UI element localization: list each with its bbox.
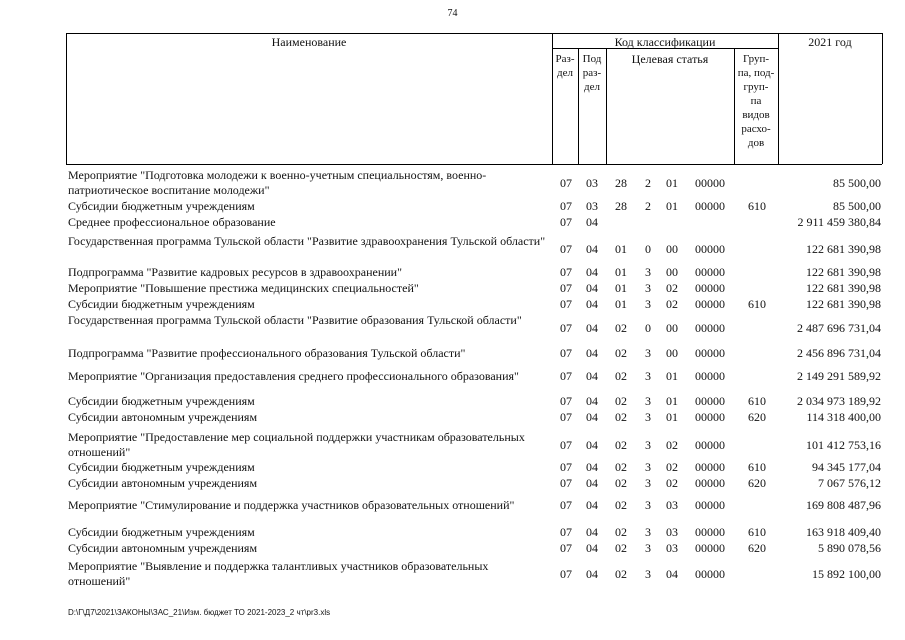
cell-cs4: 00000 — [695, 265, 725, 279]
column-header-expense-group — [734, 52, 778, 150]
table-row — [0, 430, 905, 460]
cell-cs4: 00000 — [695, 498, 725, 512]
cell-cs2: 0 — [645, 321, 651, 335]
table-row — [0, 346, 905, 361]
cell-podrazdel: 04 — [586, 215, 598, 229]
cell-cs1: 02 — [615, 438, 627, 452]
cell-podrazdel: 04 — [586, 265, 598, 279]
group-label-line: па, под- — [737, 67, 775, 79]
cell-amount: 101 412 753,16 — [806, 438, 881, 452]
cell-razdel: 07 — [560, 567, 572, 581]
cell-razdel: 07 — [560, 541, 572, 555]
cell-cs1: 02 — [615, 369, 627, 383]
row-name: Мероприятие "Предоставление мер социальной поддержки участникам образовательных отношений" — [68, 430, 525, 459]
cell-vr: 620 — [748, 410, 766, 424]
row-name: Субсидии бюджетным учреждениям — [68, 460, 255, 474]
cell-cs2: 3 — [645, 438, 651, 452]
row-name: Мероприятие "Организация предоставления среднего профессионального образования" — [68, 369, 519, 383]
cell-razdel: 07 — [560, 176, 572, 190]
classification-right-border — [778, 33, 779, 164]
group-label-line: расхо- — [741, 123, 771, 135]
cell-razdel: 07 — [560, 297, 572, 311]
cell-cs4: 00000 — [695, 476, 725, 490]
cell-cs2: 3 — [645, 369, 651, 383]
cell-cs3: 00 — [666, 346, 678, 360]
row-name: Государственная программа Тульской области "Развитие здравоохранения Тульской области" — [68, 234, 546, 248]
cell-vr: 610 — [748, 460, 766, 474]
cell-cs1: 28 — [615, 199, 627, 213]
cell-cs1: 02 — [615, 410, 627, 424]
cell-cs3: 00 — [666, 242, 678, 256]
cell-cs1: 02 — [615, 346, 627, 360]
row-name: Подпрограмма "Развитие профессионального образования Тульской области" — [68, 346, 466, 360]
section-label-line: Раз- — [555, 53, 575, 65]
cell-cs2: 3 — [645, 281, 651, 295]
table-row — [0, 281, 905, 296]
subsection-label-line: Под — [582, 53, 602, 65]
cell-cs3: 02 — [666, 297, 678, 311]
cell-cs3: 01 — [666, 199, 678, 213]
cell-vr: 610 — [748, 297, 766, 311]
header-left-border — [66, 33, 67, 164]
cell-amount: 122 681 390,98 — [806, 297, 881, 311]
cell-cs3: 02 — [666, 476, 678, 490]
table-row — [0, 394, 905, 409]
cell-podrazdel: 04 — [586, 410, 598, 424]
file-path-footer: D:\Г\Д7\2021\ЗАКОНЫ\ЗАС_21\Изм. бюджет ТО 2021-2023_2 чт\pr3.xls — [68, 608, 331, 617]
cell-cs4: 00000 — [695, 321, 725, 335]
group-label-line: видов — [742, 109, 770, 121]
cell-amount: 122 681 390,98 — [806, 281, 881, 295]
row-name: Субсидии бюджетным учреждениям — [68, 297, 255, 311]
cell-cs2: 0 — [645, 242, 651, 256]
row-name: Мероприятие "Стимулирование и поддержка участников образовательных отношений" — [68, 498, 515, 512]
page-number: 74 — [447, 8, 458, 19]
table-row — [0, 168, 905, 198]
cell-cs2: 3 — [645, 410, 651, 424]
table-row — [0, 297, 905, 312]
header-bottom-rule — [66, 164, 882, 165]
column-header-target-article: Целевая статья — [631, 52, 709, 66]
cell-cs1: 02 — [615, 321, 627, 335]
cell-cs2: 3 — [645, 476, 651, 490]
cell-podrazdel: 04 — [586, 476, 598, 490]
cell-cs3: 03 — [666, 541, 678, 555]
cell-cs3: 01 — [666, 394, 678, 408]
cell-razdel: 07 — [560, 394, 572, 408]
header-top-rule — [66, 33, 882, 34]
cell-cs2: 3 — [645, 541, 651, 555]
cell-cs2: 2 — [645, 176, 651, 190]
cell-podrazdel: 04 — [586, 346, 598, 360]
cell-cs2: 2 — [645, 199, 651, 213]
cell-cs2: 3 — [645, 525, 651, 539]
cell-cs1: 02 — [615, 498, 627, 512]
cell-razdel: 07 — [560, 281, 572, 295]
cell-cs2: 3 — [645, 498, 651, 512]
cell-podrazdel: 04 — [586, 567, 598, 581]
table-row — [0, 559, 905, 589]
cell-cs1: 01 — [615, 297, 627, 311]
cell-cs2: 3 — [645, 567, 651, 581]
cell-amount: 94 345 177,04 — [812, 460, 881, 474]
cell-amount: 85 500,00 — [833, 176, 881, 190]
cell-podrazdel: 04 — [586, 460, 598, 474]
cell-cs1: 02 — [615, 525, 627, 539]
cell-cs1: 02 — [615, 541, 627, 555]
cell-cs3: 01 — [666, 369, 678, 383]
column-header-name: Наименование — [271, 35, 347, 49]
cell-vr: 610 — [748, 525, 766, 539]
cell-podrazdel: 04 — [586, 394, 598, 408]
row-name: Среднее профессиональное образование — [68, 215, 276, 229]
cell-cs4: 00000 — [695, 242, 725, 256]
cell-cs1: 02 — [615, 394, 627, 408]
cell-cs2: 3 — [645, 265, 651, 279]
row-name: Мероприятие "Повышение престижа медицинских специальностей" — [68, 281, 419, 295]
cell-cs3: 02 — [666, 460, 678, 474]
cell-amount: 85 500,00 — [833, 199, 881, 213]
table-row — [0, 234, 905, 264]
cell-cs3: 00 — [666, 321, 678, 335]
cell-cs4: 00000 — [695, 460, 725, 474]
cell-razdel: 07 — [560, 346, 572, 360]
cell-cs4: 00000 — [695, 410, 725, 424]
cell-razdel: 07 — [560, 242, 572, 256]
cell-cs4: 00000 — [695, 281, 725, 295]
cell-cs3: 02 — [666, 438, 678, 452]
cell-cs4: 00000 — [695, 297, 725, 311]
table-row — [0, 199, 905, 214]
cell-podrazdel: 04 — [586, 321, 598, 335]
cell-cs4: 00000 — [695, 394, 725, 408]
table-row — [0, 541, 905, 556]
cell-cs3: 03 — [666, 525, 678, 539]
cell-cs2: 3 — [645, 394, 651, 408]
cell-cs1: 01 — [615, 242, 627, 256]
column-header-section — [552, 52, 578, 80]
cell-cs3: 00 — [666, 265, 678, 279]
group-label-line: Груп- — [742, 53, 770, 65]
subsection-label-line: раз- — [582, 67, 602, 79]
row-name: Подпрограмма "Развитие кадровых ресурсов в здравоохранении" — [68, 265, 402, 279]
cell-razdel: 07 — [560, 498, 572, 512]
column-header-year: 2021 год — [808, 35, 852, 49]
table-row — [0, 313, 905, 343]
cell-cs1: 28 — [615, 176, 627, 190]
subsection-label-line: дел — [584, 81, 600, 93]
row-name: Мероприятие "Выявление и поддержка талантливых участников образовательных отношений" — [68, 559, 489, 588]
cell-razdel: 07 — [560, 265, 572, 279]
cell-cs4: 00000 — [695, 199, 725, 213]
cell-cs4: 00000 — [695, 525, 725, 539]
row-name: Субсидии автономным учреждениям — [68, 410, 258, 424]
cell-podrazdel: 04 — [586, 242, 598, 256]
cell-cs1: 01 — [615, 265, 627, 279]
cell-amount: 15 892 100,00 — [812, 567, 881, 581]
cell-cs2: 3 — [645, 346, 651, 360]
cell-cs3: 04 — [666, 567, 678, 581]
cell-cs1: 02 — [615, 476, 627, 490]
cell-podrazdel: 04 — [586, 281, 598, 295]
cell-razdel: 07 — [560, 199, 572, 213]
row-name: Субсидии автономным учреждениям — [68, 476, 258, 490]
table-row — [0, 215, 905, 230]
cell-amount: 2 149 291 589,92 — [797, 369, 881, 383]
cell-razdel: 07 — [560, 476, 572, 490]
cell-cs1: 02 — [615, 567, 627, 581]
table-row — [0, 265, 905, 280]
cell-amount: 5 890 078,56 — [818, 541, 881, 555]
cell-vr: 620 — [748, 476, 766, 490]
cell-podrazdel: 04 — [586, 541, 598, 555]
cell-amount: 2 456 896 731,04 — [797, 346, 881, 360]
table-row — [0, 410, 905, 425]
cell-cs4: 00000 — [695, 567, 725, 581]
cell-cs1: 02 — [615, 460, 627, 474]
cell-cs3: 03 — [666, 498, 678, 512]
table-row — [0, 369, 905, 384]
cell-cs4: 00000 — [695, 176, 725, 190]
row-name: Мероприятие "Подготовка молодежи к военно-учетным специальностям, военно-патриотическое воспитание молодежи" — [68, 168, 487, 197]
table-row — [0, 460, 905, 475]
cell-podrazdel: 04 — [586, 438, 598, 452]
column-header-subsection — [578, 52, 606, 94]
cell-amount: 163 918 409,40 — [806, 525, 881, 539]
row-name: Субсидии бюджетным учреждениям — [68, 525, 255, 539]
cell-amount: 7 067 576,12 — [818, 476, 881, 490]
cell-podrazdel: 04 — [586, 297, 598, 311]
cell-amount: 114 318 400,00 — [806, 410, 881, 424]
row-name: Субсидии бюджетным учреждениям — [68, 199, 255, 213]
cell-cs1: 01 — [615, 281, 627, 295]
cell-amount: 122 681 390,98 — [806, 265, 881, 279]
cell-cs4: 00000 — [695, 438, 725, 452]
cell-amount: 2 034 973 189,92 — [797, 394, 881, 408]
table-row — [0, 525, 905, 540]
cell-amount: 169 808 487,96 — [806, 498, 881, 512]
cell-vr: 610 — [748, 394, 766, 408]
row-name: Субсидии бюджетным учреждениям — [68, 394, 255, 408]
cell-cs3: 02 — [666, 281, 678, 295]
cell-razdel: 07 — [560, 215, 572, 229]
cell-vr: 610 — [748, 199, 766, 213]
row-name: Субсидии автономным учреждениям — [68, 541, 258, 555]
cell-razdel: 07 — [560, 321, 572, 335]
cell-podrazdel: 03 — [586, 176, 598, 190]
group-label-line: груп- — [743, 81, 769, 93]
cell-cs4: 00000 — [695, 369, 725, 383]
cell-cs4: 00000 — [695, 346, 725, 360]
table-row — [0, 498, 905, 513]
cell-podrazdel: 04 — [586, 369, 598, 383]
cell-razdel: 07 — [560, 410, 572, 424]
cell-amount: 2 911 459 380,84 — [797, 215, 881, 229]
cell-podrazdel: 03 — [586, 199, 598, 213]
cell-razdel: 07 — [560, 438, 572, 452]
cell-razdel: 07 — [560, 369, 572, 383]
group-label-line: па — [750, 95, 762, 107]
cell-podrazdel: 04 — [586, 525, 598, 539]
group-label-line: дов — [747, 137, 765, 149]
table-row — [0, 476, 905, 491]
column-header-classification: Код классификации — [614, 35, 716, 49]
cell-razdel: 07 — [560, 525, 572, 539]
cell-razdel: 07 — [560, 460, 572, 474]
cell-cs3: 01 — [666, 410, 678, 424]
cell-cs3: 01 — [666, 176, 678, 190]
cell-vr: 620 — [748, 541, 766, 555]
cell-cs2: 3 — [645, 297, 651, 311]
cell-podrazdel: 04 — [586, 498, 598, 512]
cell-amount: 122 681 390,98 — [806, 242, 881, 256]
header-right-border — [882, 33, 883, 164]
row-name: Государственная программа Тульской области "Развитие образования Тульской области" — [68, 313, 522, 327]
cell-cs2: 3 — [645, 460, 651, 474]
cell-amount: 2 487 696 731,04 — [797, 321, 881, 335]
section-label-line: дел — [557, 67, 573, 79]
cell-cs4: 00000 — [695, 541, 725, 555]
